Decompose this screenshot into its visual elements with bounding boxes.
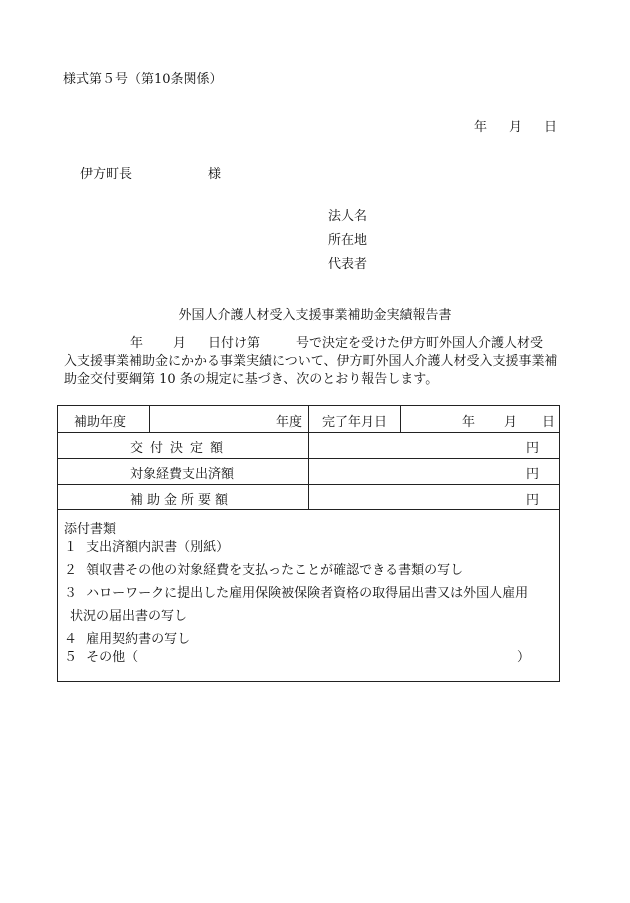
corp-name-label: 法人名: [328, 209, 368, 224]
applicant-block: [328, 209, 367, 281]
attachment-item: ４ 雇用契約書の写し: [64, 632, 191, 647]
completion-label: 完了年月日: [322, 415, 388, 430]
fiscal-year-label: 補助年度: [74, 415, 127, 430]
addressee: [80, 163, 221, 182]
address-label: 所在地: [328, 233, 368, 248]
expenses-paid-value-cell[interactable]: [309, 459, 559, 484]
completion-day: 日: [542, 415, 556, 430]
date-month: 月: [509, 120, 523, 135]
attachment-item-other: ５ その他（ ）: [64, 650, 531, 665]
grant-decided-value-cell[interactable]: [309, 433, 559, 458]
submission-date: [474, 116, 557, 135]
body-line2: 入支援事業補助金にかかる事業実績について、伊方町外国人介護人材受入支援事業補: [64, 354, 558, 369]
body-year: 年: [130, 336, 144, 351]
addressee-name: 伊方町長: [80, 167, 133, 182]
expenses-paid-label: 対象経費支出済額: [130, 467, 235, 482]
other-close-paren: ）: [517, 650, 531, 665]
expenses-paid-yen: 円: [525, 467, 539, 482]
form-number: 様式第５号（第10条関係）: [63, 72, 223, 87]
row-subsidy-required: [58, 485, 559, 510]
date-day: 日: [544, 120, 558, 135]
row-grant-decided: [58, 433, 559, 459]
report-table: [57, 405, 560, 682]
body-dated: 日付け第: [208, 336, 261, 351]
completion-month: 月: [504, 415, 518, 430]
body-month: 月: [173, 336, 187, 351]
grant-decided-label: 交付決定額: [130, 441, 231, 456]
fiscal-year-suffix: 年度: [275, 415, 302, 430]
subsidy-required-label-cell: [58, 485, 309, 509]
attachment-item: ３ ハローワークに提出した雇用保険被保険者資格の取得届出書又は外国人雇用: [64, 586, 529, 601]
row-fiscal-year: [58, 406, 559, 433]
attachment-item-continued: 状況の届出書の写し: [70, 609, 188, 624]
attachment-item: １ 支出済額内訳書（別紙）: [64, 540, 230, 555]
fiscal-year-label-cell: [58, 406, 150, 432]
attachments-section: [64, 521, 554, 667]
grant-decided-label-cell: [58, 433, 309, 458]
document-title: 外国人介護人材受入支援事業補助金実績報告書: [178, 308, 452, 323]
subsidy-required-value-cell[interactable]: [309, 485, 559, 509]
grant-decided-yen: 円: [525, 441, 539, 456]
body-paragraph: [64, 335, 574, 389]
expenses-paid-label-cell: [58, 459, 309, 484]
addressee-honorific: 様: [208, 167, 222, 182]
subsidy-required-label: 補助金所要額: [130, 493, 233, 508]
row-expenses-paid: [58, 459, 559, 485]
date-year: 年: [474, 120, 488, 135]
representative-label: 代表者: [328, 257, 368, 272]
fiscal-year-value-cell[interactable]: [150, 406, 309, 432]
completion-date-cell[interactable]: [401, 406, 559, 432]
body-line3: 助金交付要綱第 10 条の規定に基づき、次のとおり報告します。: [64, 372, 439, 387]
completion-label-cell: [309, 406, 401, 432]
body-line1-rest: 号で決定を受けた伊方町外国人介護人材受: [296, 336, 544, 351]
completion-year: 年: [462, 415, 476, 430]
attachments-heading: 添付書類: [64, 522, 117, 537]
subsidy-required-yen: 円: [525, 493, 539, 508]
attachment-item: ２ 領収書その他の対象経費を支払ったことが確認できる書類の写し: [64, 563, 464, 578]
